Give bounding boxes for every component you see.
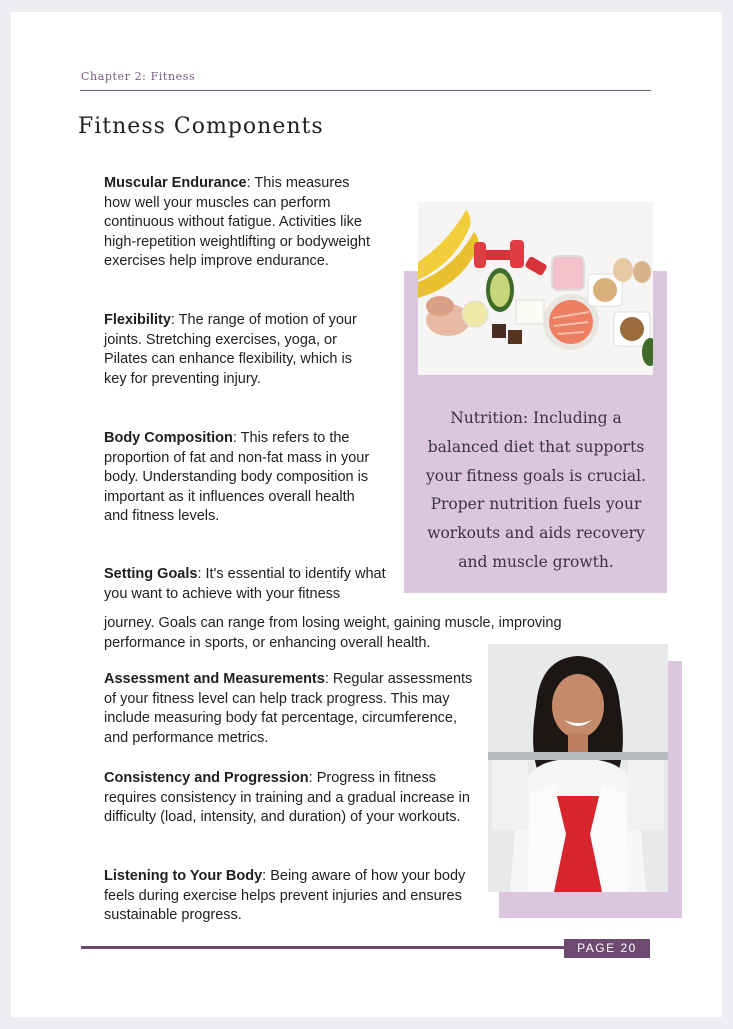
paragraph-body-composition (104, 429, 370, 527)
paragraph-listening (104, 867, 476, 926)
term-label: Body Composition (104, 430, 233, 446)
paragraph-text: : This measures how well your muscles can perform continuous without fatigue. Activities like high-repetition weightlifting or bodyweight exercises help improve endurance. (104, 175, 370, 270)
paragraph-assessment (104, 670, 476, 748)
paragraph-flexibility (104, 311, 374, 389)
chapter-header: Chapter 2: Fitness (81, 70, 196, 83)
paragraph-text: : Progress in fitness requires consistency in training and a gradual increase in difficulty (load, intensity, and duration) of your workouts. (104, 770, 470, 826)
term-label: Consistency and Progression (104, 770, 309, 786)
paragraph-setting-goals (104, 565, 400, 604)
document-page (11, 12, 722, 1017)
page-number-badge: PAGE 20 (564, 939, 650, 958)
term-label: Setting Goals (104, 566, 198, 582)
header-divider (80, 90, 651, 91)
paragraph-setting-goals-continued: journey. Goals can range from losing weight, gaining muscle, improving performance in sports, or enhancing overall health. (104, 615, 562, 651)
paragraph-text: : This refers to the proportion of fat and non-fat mass in your body. Understanding body composition is important as it influences overall health and fitness levels. (104, 430, 370, 525)
term-label: Flexibility (104, 312, 171, 328)
page-title: Fitness Components (78, 114, 324, 139)
paragraph-consistency (104, 769, 476, 828)
footer-divider (81, 946, 567, 949)
trainer-photo (488, 644, 668, 892)
paragraph-text: : Regular assessments of your fitness level can help track progress. This may include measuring body fat percentage, circumference, and performance metrics. (104, 671, 473, 746)
paragraph-text: : It's essential to identify what you want to achieve with your fitness (104, 566, 386, 602)
paragraph-muscular-endurance (104, 174, 374, 272)
paragraph-text: : The range of motion of your joints. Stretching exercises, yoga, or Pilates can enhance flexibility, which is key for preventing injury. (104, 312, 357, 387)
term-label: Listening to Your Body (104, 868, 263, 884)
food-image (418, 202, 653, 375)
nutrition-callout-text: Nutrition: Including a balanced diet that supports your fitness goals is crucial. Proper nutrition fuels your workouts and aids recovery and muscle growth. (426, 409, 646, 571)
term-label: Muscular Endurance (104, 175, 247, 191)
paragraph-text: : Being aware of how your body feels during exercise helps prevent injuries and ensures sustainable progress. (104, 868, 466, 924)
term-label: Assessment and Measurements (104, 671, 325, 687)
